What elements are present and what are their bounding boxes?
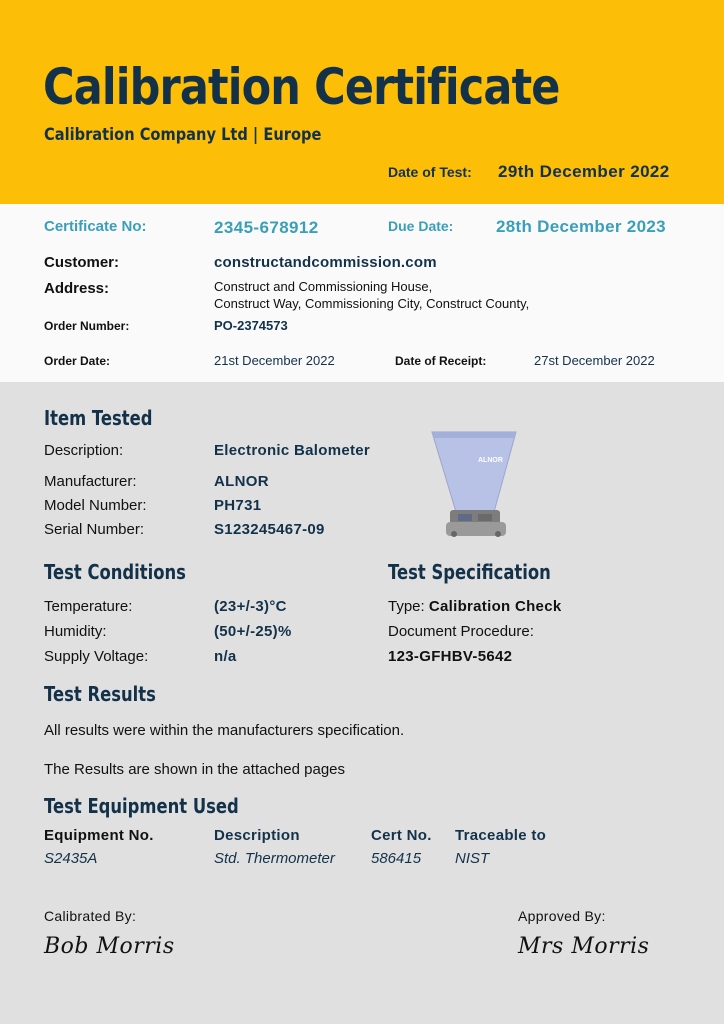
customer-label: Customer:: [44, 254, 120, 271]
humidity-value: (50+/-25)%: [214, 623, 292, 640]
calibrated-by-label: Calibrated By:: [44, 908, 137, 924]
supply-voltage-label: Supply Voltage:: [44, 648, 149, 665]
approved-by-signature: Mrs Morris: [518, 934, 650, 959]
order-number-label: Order Number:: [44, 319, 130, 333]
order-number-value: PO-2374573: [214, 318, 288, 333]
spec-type-value: Calibration Check: [428, 598, 562, 615]
serial-label: Serial Number:: [44, 521, 145, 538]
balometer-image: [420, 426, 530, 546]
spec-type: [388, 598, 562, 615]
equipment-description-cell: Std. Thermometer: [214, 850, 335, 867]
date-of-test-label: Date of Test:: [388, 164, 472, 180]
equipment-no-cell: S2435A: [44, 850, 98, 867]
address-label: Address:: [44, 280, 110, 297]
order-date-label: Order Date:: [44, 354, 111, 368]
test-results-heading: Test Results: [44, 682, 156, 706]
balometer-brand-text: ALNOR: [478, 457, 503, 464]
results-line-1: All results were within the manufacturers specification.: [44, 722, 405, 739]
equipment-col-equipment-no: Equipment No.: [44, 827, 154, 844]
description-value: Electronic Balometer: [214, 442, 371, 459]
order-date-value: 21st December 2022: [214, 353, 335, 368]
approved-by-label: Approved By:: [518, 908, 606, 924]
date-of-receipt-label: Date of Receipt:: [395, 354, 487, 368]
certificate-body: [0, 382, 724, 1024]
company-subtitle: Calibration Company Ltd | Europe: [44, 125, 322, 145]
certificate-no-label: Certificate No:: [44, 218, 147, 235]
page-title: Calibration Certificate: [43, 58, 560, 116]
supply-voltage-value: n/a: [214, 648, 237, 665]
due-date-value: 28th December 2023: [496, 217, 666, 236]
test-equipment-heading: Test Equipment Used: [44, 794, 239, 818]
procedure-value: 123-GFHBV-5642: [388, 648, 513, 665]
customer-value: constructandcommission.com: [214, 254, 437, 271]
description-label: Description:: [44, 442, 124, 459]
equipment-traceable-cell: NIST: [455, 850, 490, 867]
equipment-col-traceable: Traceable to: [455, 827, 547, 844]
spec-type-label: Type:: [388, 598, 425, 615]
equipment-cert-cell: 586415: [371, 850, 422, 867]
certificate-no-value: 2345-678912: [214, 218, 319, 237]
header-band: [0, 0, 724, 204]
serial-value: S123245467-09: [214, 521, 325, 538]
test-specification-heading: Test Specification: [388, 560, 551, 584]
address-line-1: Construct and Commissioning House,: [214, 279, 433, 294]
model-value: PH731: [214, 497, 262, 514]
temperature-label: Temperature:: [44, 598, 133, 615]
manufacturer-value: ALNOR: [214, 473, 269, 490]
equipment-col-cert-no: Cert No.: [371, 827, 432, 844]
equipment-col-description: Description: [214, 827, 300, 844]
results-line-2: The Results are shown in the attached pages: [44, 761, 346, 778]
calibrated-by-signature: Bob Morris: [44, 934, 175, 959]
address-line-2: Construct Way, Commissioning City, Construct County,: [214, 296, 530, 311]
item-tested-heading: Item Tested: [44, 406, 153, 430]
model-label: Model Number:: [44, 497, 147, 514]
humidity-label: Humidity:: [44, 623, 107, 640]
test-conditions-heading: Test Conditions: [44, 560, 186, 584]
date-of-receipt-value: 27st December 2022: [534, 353, 655, 368]
certificate-info: [0, 204, 724, 382]
date-of-test-value: 29th December 2022: [498, 162, 670, 181]
manufacturer-label: Manufacturer:: [44, 473, 137, 490]
temperature-value: (23+/-3)°C: [214, 598, 287, 615]
procedure-label: Document Procedure:: [388, 623, 534, 640]
due-date-label: Due Date:: [388, 218, 454, 234]
